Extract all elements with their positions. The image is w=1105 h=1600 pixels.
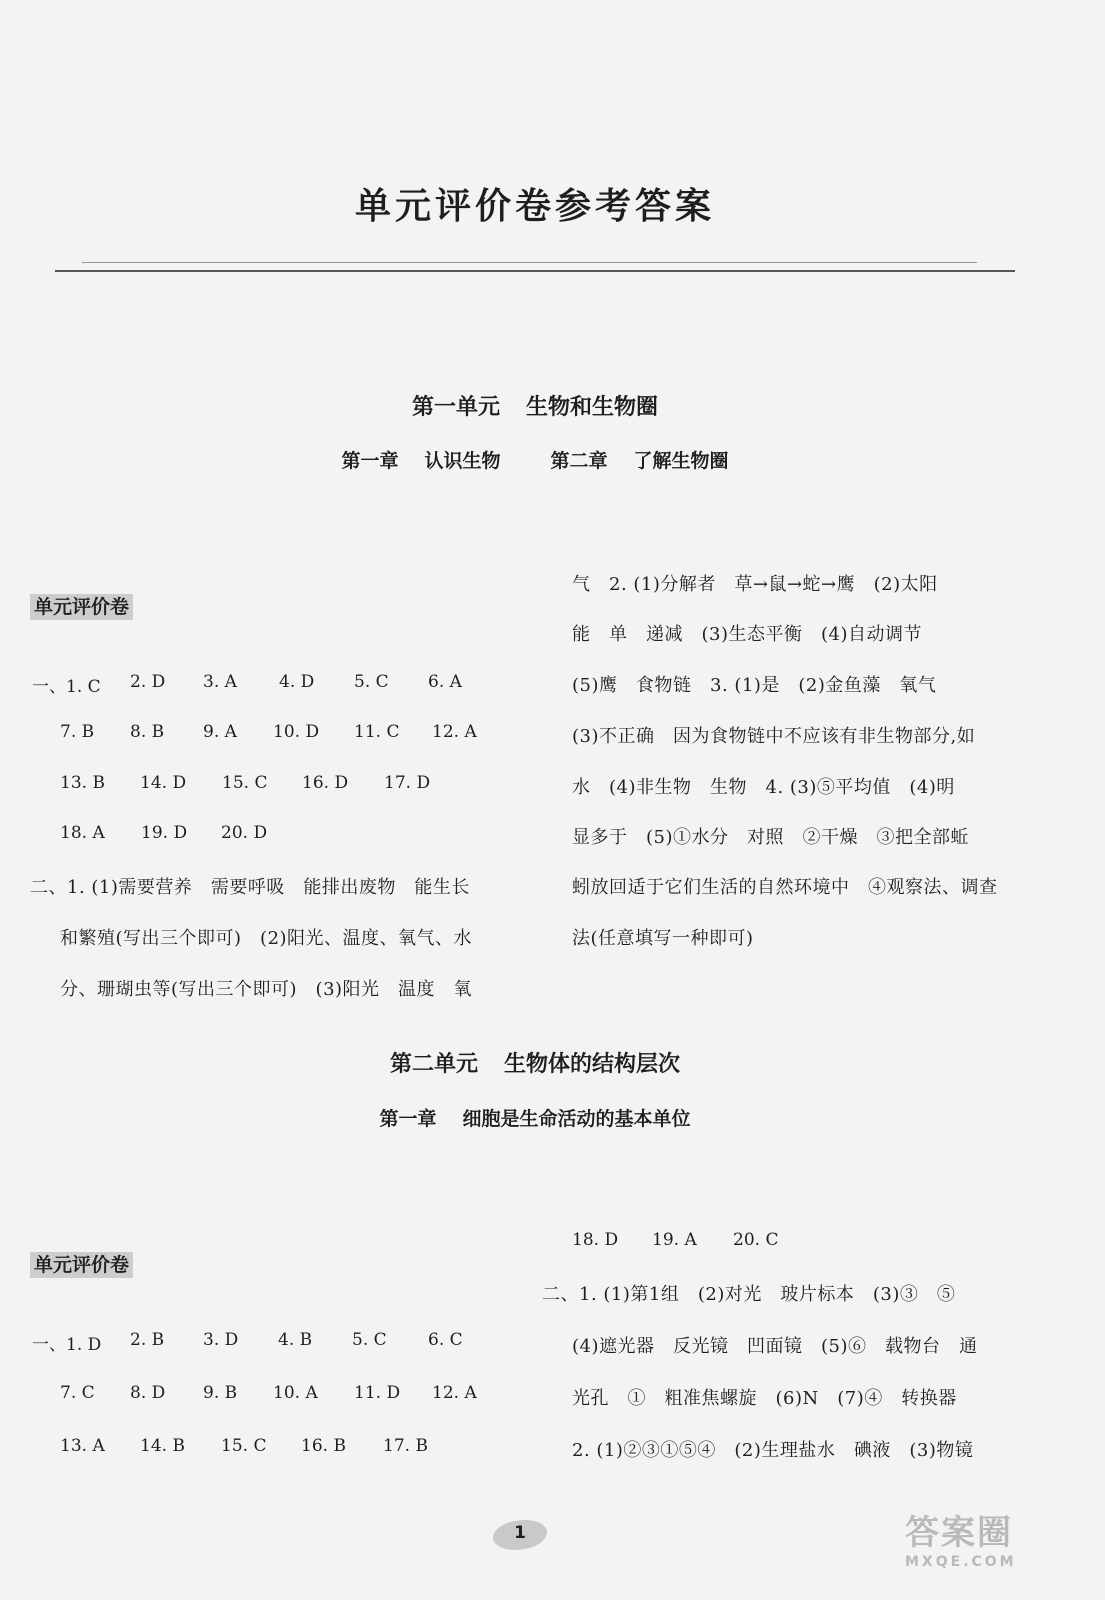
mc-answer: 15. C	[221, 1436, 267, 1456]
unit1-right-line: 能 单 递减 (3)生态平衡 (4)自动调节	[572, 624, 922, 645]
mc-answer: 18. A	[60, 823, 105, 843]
unit1-label: 第一单元	[411, 395, 500, 420]
mc-answer: 4. D	[279, 672, 315, 692]
page-number: 1	[514, 1523, 526, 1543]
watermark-sub: MXQE.COM	[905, 1554, 1017, 1570]
watermark	[905, 1505, 1017, 1570]
mc-answer: 7. C	[60, 1383, 95, 1403]
mc-answer: 14. B	[140, 1436, 185, 1456]
mc-answer: 17. D	[384, 773, 431, 793]
mc-answer: 16. B	[301, 1436, 346, 1456]
unit1-chapter1-label: 第一章	[341, 450, 399, 472]
mc-answer: 5. C	[352, 1330, 387, 1350]
mc-answer: 6. C	[428, 1330, 463, 1350]
mc-answer: 11. D	[354, 1383, 401, 1403]
unit1-left-line: 分、珊瑚虫等(写出三个即可) (3)阳光 温度 氧	[60, 979, 473, 1000]
unit1-right-line: 水 (4)非生物 生物 4. (3)⑤平均值 (4)明	[572, 777, 955, 798]
unit2-section-tag: 单元评价卷	[30, 1250, 133, 1277]
mc-answer: 3. D	[203, 1330, 239, 1350]
page-title: 单元评价卷参考答案	[354, 186, 715, 227]
mc-answer: 12. A	[432, 722, 477, 742]
mc-answer: 14. D	[140, 773, 187, 793]
mc-answer: 2. B	[130, 1330, 165, 1350]
mc-answer: 12. A	[432, 1383, 477, 1403]
mc-answer: 8. B	[130, 722, 165, 742]
unit1-chapter2-name: 了解生物圈	[633, 450, 729, 472]
mc-answer: 13. A	[60, 1436, 105, 1456]
unit2-label: 第二单元	[389, 1052, 478, 1077]
mc-answer: 11. C	[354, 722, 400, 742]
unit2-chapter	[0, 1104, 1070, 1131]
unit1-chapter2-label: 第二章	[550, 450, 608, 472]
mc-answer: 20. C	[733, 1230, 779, 1250]
unit1-right-line: 显多于 (5)①水分 对照 ②干燥 ③把全部蚯	[572, 827, 969, 848]
page-number-badge	[493, 1520, 547, 1550]
unit2-right-line: 光孔 ① 粗准焦螺旋 (6)N (7)④ 转换器	[572, 1388, 957, 1409]
unit2-chapter1-label: 第一章	[379, 1108, 437, 1130]
mc-answer: 3. A	[203, 672, 237, 692]
unit2-right-line: (4)遮光器 反光镜 凹面镜 (5)⑥ 载物台 通	[572, 1336, 978, 1357]
unit1-right-line: 法(任意填写一种即可)	[572, 928, 754, 949]
unit1-left-line: 和繁殖(写出三个即可) (2)阳光、温度、氧气、水	[60, 928, 473, 949]
mc-answer: 19. A	[652, 1230, 697, 1250]
mc-answer: 16. D	[302, 773, 349, 793]
unit1-left-line: 二、1. (1)需要营养 需要呼吸 能排出废物 能生长	[30, 877, 470, 898]
unit2-chapter1-name: 细胞是生命活动的基本单位	[462, 1108, 691, 1130]
mc-answer: 10. D	[273, 722, 320, 742]
unit2-name: 生物体的结构层次	[504, 1052, 681, 1077]
mc-answer: 20. D	[221, 823, 268, 843]
unit1-chapter1-name: 认识生物	[424, 450, 501, 472]
unit1-chapters	[0, 446, 1070, 473]
mc-answer: 13. B	[60, 773, 105, 793]
mc-answer: 10. A	[273, 1383, 318, 1403]
unit2-right-line: 二、1. (1)第1组 (2)对光 玻片标本 (3)③ ⑤	[542, 1284, 956, 1305]
unit1-right-line: (3)不正确 因为食物链中不应该有非生物部分,如	[572, 726, 976, 747]
mc-answer: 2. D	[130, 672, 166, 692]
unit1-right-line: 气 2. (1)分解者 草→鼠→蛇→鹰 (2)太阳	[572, 574, 938, 595]
mc-answer: 8. D	[130, 1383, 166, 1403]
mc-answer: 4. B	[278, 1330, 313, 1350]
unit1-heading	[0, 390, 1070, 421]
mc-answer: 6. A	[428, 672, 462, 692]
unit1-name: 生物和生物圈	[526, 395, 659, 420]
unit1-right-line: (5)鹰 食物链 3. (1)是 (2)金鱼藻 氧气	[572, 675, 937, 696]
mc-answer: 9. B	[203, 1383, 238, 1403]
mc-answer: 7. B	[60, 722, 95, 742]
unit1-right-line: 蚓放回适于它们生活的自然环境中 ④观察法、调查	[572, 877, 998, 898]
mc-answer: 一、1. D	[32, 1335, 102, 1355]
mc-answer: 17. B	[383, 1436, 428, 1456]
mc-answer: 18. D	[572, 1230, 619, 1250]
mc-answer: 5. C	[354, 672, 389, 692]
mc-answer: 9. A	[203, 722, 237, 742]
watermark-main: 答案圈	[905, 1513, 1013, 1553]
title-rule-thick	[55, 270, 1015, 272]
unit2-right-line: 2. (1)②③①⑤④ (2)生理盐水 碘液 (3)物镜	[572, 1440, 974, 1461]
title-rule-thin	[82, 262, 977, 263]
unit1-section-tag: 单元评价卷	[30, 592, 133, 619]
mc-answer: 一、1. C	[32, 677, 101, 697]
mc-answer: 15. C	[222, 773, 268, 793]
mc-answer: 19. D	[141, 823, 188, 843]
unit2-heading	[0, 1047, 1070, 1078]
